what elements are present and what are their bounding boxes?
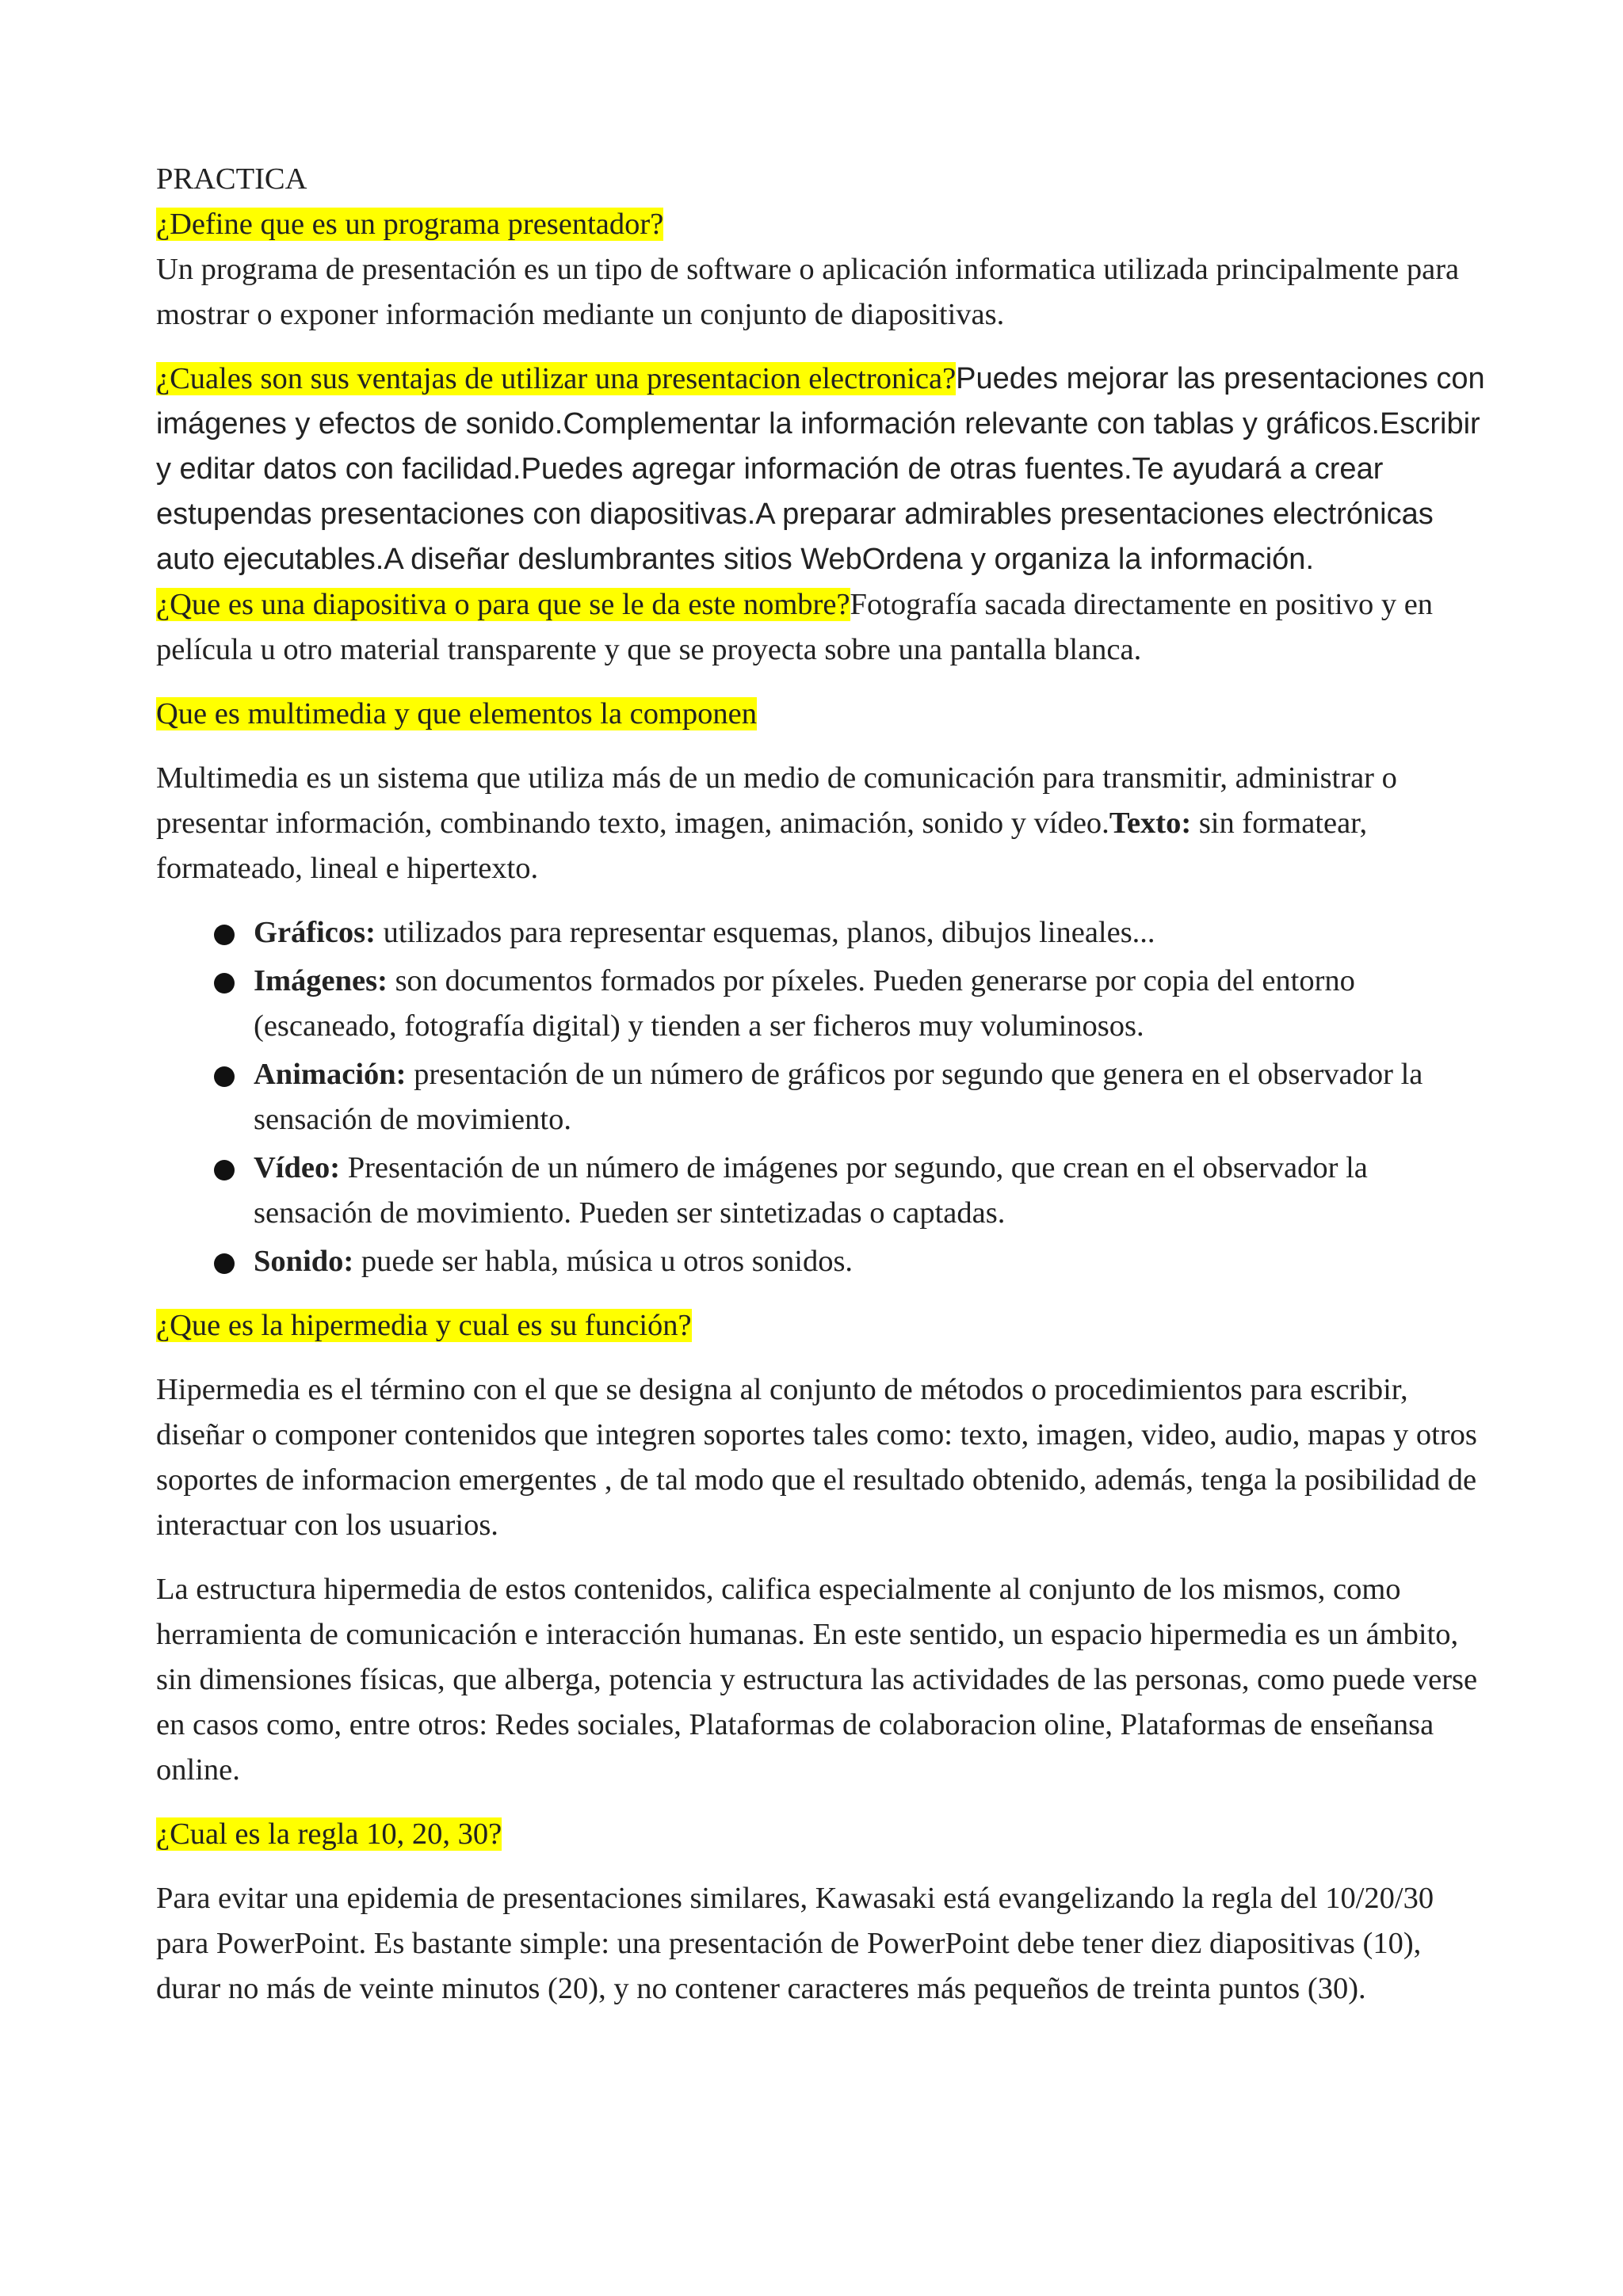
list-item bbox=[156, 1146, 1487, 1236]
answer-2: Puedes mejorar las presentaciones con imágenes y efectos de sonido.Complementar la información relevante con tablas y gráficos.Escribir y editar datos con facilidad.Puedes agregar información de otras fuentes.Te ayudará a crear estupendas presentaciones con diapositivas.A preparar admirables presentaciones electrónicas auto ejecutables.A diseñar deslumbrantes sitios WebOrdena y organiza la información. bbox=[156, 362, 1485, 576]
list-item-desc: utilizados para representar esquemas, planos, dibujos lineales... bbox=[375, 916, 1155, 949]
question-2 bbox=[156, 357, 1487, 582]
bullet-icon bbox=[214, 973, 235, 994]
bullet-icon bbox=[214, 925, 235, 945]
question-5 bbox=[156, 1303, 1487, 1348]
bullet-icon bbox=[214, 1160, 235, 1180]
question-1 bbox=[156, 202, 1487, 247]
multimedia-elements-list bbox=[156, 910, 1487, 1284]
question-4-text: Que es multimedia y que elementos la componen bbox=[156, 697, 758, 730]
list-item-desc: son documentos formados por píxeles. Pueden generarse por copia del entorno (escaneado, fotografía digital) y tienden a ser ficheros muy voluminosos. bbox=[254, 964, 1355, 1043]
list-item-label: Sonido: bbox=[254, 1245, 354, 1278]
list-item-label: Vídeo: bbox=[254, 1151, 341, 1184]
list-item-desc: presentación de un número de gráficos por segundo que genera en el observador la sensación de movimiento. bbox=[254, 1058, 1423, 1136]
list-item bbox=[156, 1239, 1487, 1284]
question-3-text: ¿Que es una diapositiva o para que se le da este nombre? bbox=[156, 588, 850, 621]
answer-5-paragraph-2: La estructura hipermedia de estos contenidos, califica especialmente al conjunto de los mismos, como herramienta de comunicación e interacción humanas. En este sentido, un espacio hipermedia es un ámbito, sin dimensiones físicas, que alberga, potencia y estructura las actividades de las personas, como puede verse en casos como, entre otros: Redes sociales, Plataformas de colaboracion oline, Plataformas de enseñansa online. bbox=[156, 1573, 1478, 1787]
list-item bbox=[156, 959, 1487, 1049]
list-item-desc: puede ser habla, música u otros sonidos. bbox=[353, 1245, 854, 1278]
texto-desc: sin formatear, formateado, lineal e hipertexto. bbox=[156, 807, 1368, 885]
answer-6: Para evitar una epidemia de presentaciones similares, Kawasaki está evangelizando la regla del 10/20/30 para PowerPoint. Es bastante simple: una presentación de PowerPoint debe tener diez diapositivas (10), durar no más de veinte minutos (20), y no contener caracteres más pequeños de treinta puntos (30). bbox=[156, 1882, 1434, 2005]
list-item-label: Imágenes: bbox=[254, 964, 388, 997]
question-3 bbox=[156, 582, 1487, 673]
list-item-label: Animación: bbox=[254, 1058, 407, 1091]
answer-4 bbox=[156, 756, 1487, 891]
question-5-text: ¿Que es la hipermedia y cual es su función? bbox=[156, 1309, 692, 1342]
bullet-icon bbox=[214, 1253, 235, 1274]
answer-1: Un programa de presentación es un tipo de software o aplicación informatica utilizada principalmente para mostrar o exponer información mediante un conjunto de diapositivas. bbox=[156, 253, 1460, 331]
answer-5-paragraph-1: Hipermedia es el término con el que se designa al conjunto de métodos o procedimientos para escribir, diseñar o componer contenidos que integren soportes tales como: texto, imagen, video, audio, mapas y otros soportes de informacion emergentes , de tal modo que el resultado obtenido, además, tenga la posibilidad de interactuar con los usuarios. bbox=[156, 1373, 1477, 1542]
question-6 bbox=[156, 1812, 1487, 1857]
list-item bbox=[156, 910, 1487, 955]
bullet-icon bbox=[214, 1066, 235, 1087]
document-page bbox=[156, 157, 1487, 2012]
question-2-text: ¿Cuales son sus ventajas de utilizar una presentacion electronica? bbox=[156, 362, 957, 395]
question-4 bbox=[156, 692, 1487, 737]
texto-label: Texto: bbox=[1109, 807, 1192, 840]
question-1-text: ¿Define que es un programa presentador? bbox=[156, 208, 664, 241]
list-item-desc: Presentación de un número de imágenes por segundo, que crean en el observador la sensación de movimiento. Pueden ser sintetizadas o captadas. bbox=[254, 1151, 1368, 1230]
document-title: PRACTICA bbox=[156, 162, 307, 196]
answer-3: Fotografía sacada directamente en positivo y en película u otro material transparente y que se proyecta sobre una pantalla blanca. bbox=[156, 588, 1434, 666]
list-item-label: Gráficos: bbox=[254, 916, 376, 949]
answer-4-text: Multimedia es un sistema que utiliza más de un medio de comunicación para transmitir, administrar o presentar información, combinando texto, imagen, animación, sonido y vídeo. bbox=[156, 761, 1397, 840]
list-item bbox=[156, 1052, 1487, 1142]
question-6-text: ¿Cual es la regla 10, 20, 30? bbox=[156, 1817, 502, 1851]
